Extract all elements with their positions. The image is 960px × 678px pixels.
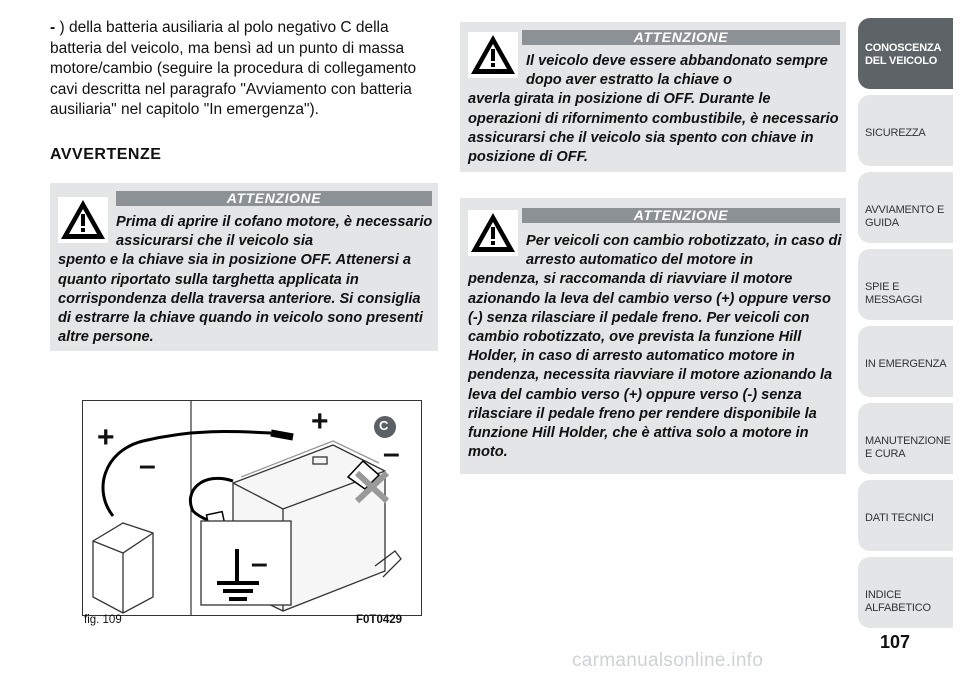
tab-indice-alfabetico[interactable] [858, 557, 953, 628]
negative-sign-left: – [139, 449, 156, 482]
negative-sign-right: – [383, 437, 400, 470]
watermark: carmanualsonline.info [572, 650, 764, 671]
tab-in-emergenza[interactable] [858, 326, 953, 397]
warning-text-lead: Il veicolo deve essere abbandonato sempre dopo aver estratto la chiave o [526, 53, 828, 89]
warning-text-lead: Per veicoli con cambio robotizzato, in caso di arresto automatico del motore in [526, 233, 842, 269]
tab-conoscenza-del-veicolo[interactable] [858, 18, 953, 89]
warning-text [468, 52, 842, 167]
intro-paragraph [50, 18, 442, 121]
tab-spie-e-messaggi[interactable] [858, 249, 953, 320]
terminal-c-label: C [379, 418, 389, 433]
tab-dati-tecnici[interactable] [858, 480, 953, 551]
warning-text-body: averla girata in posizione di OFF. Durante le operazioni di rifornimento combustibile, è necessario assicurarsi che il veicolo sia spento con chiave in posizione di OFF. [468, 91, 839, 166]
intro-dash: - [50, 19, 56, 36]
warning-box-hood [50, 183, 438, 351]
tab-label: SPIE E MESSAGGI [865, 281, 923, 306]
warning-text-lead: Prima di aprire il cofano motore, è necessario assicurarsi che il veicolo sia [116, 214, 433, 250]
tab-label: SICUREZZA [865, 127, 926, 139]
page-number: 107 [880, 632, 911, 652]
battery-jump-figure [82, 400, 422, 616]
tab-manutenzione-e-cura[interactable] [858, 403, 953, 474]
tab-avviamento-e-guida[interactable] [858, 172, 953, 243]
ground-minus-sign: – [251, 547, 268, 580]
battery-illustration [83, 401, 421, 615]
intro-text: ) della batteria ausiliaria al polo negativo C della batteria del veicolo, ma bensì ad un punto di massa motore/cambio (seguire la procedura di collegamento cavi descritta nel paragrafo "Avviamento con batteria ausiliaria" nel capitolo "In emergenza"). [50, 19, 417, 118]
tab-label: AVVIAMENTO E GUIDA [865, 204, 945, 229]
figure-caption: fig. 109 [84, 614, 122, 626]
positive-sign-right: + [311, 405, 329, 438]
warning-text-body: spento e la chiave sia in posizione OFF. Attenersi a quanto riportato sulla targhetta applicata in corrispondenza della traversa anteriore. Si consiglia di estrarre la chiave quando in veicolo sono presenti altre persone. [58, 252, 423, 346]
warning-box-key [460, 22, 846, 172]
tab-label: INDICE ALFABETICO [865, 589, 931, 614]
warning-title: ATTENZIONE [116, 191, 432, 206]
warning-text [468, 232, 842, 462]
warning-text-body: pendenza, si raccomanda di riavviare il motore azionando la leva del cambio verso (+) oppure verso (-) senza rilasciare il pedale freno. Per veicoli con cambio robotizzato, ove prevista la funzione Hill Holder, in caso di arresto automatico motore in pendenza, necessita riavviare il motore azionando la leva del cambio verso (+) oppure verso (-) senza rilasciare il pedale freno per rendere disponibile la funzione Hill Holder, che è attiva solo a motore in moto. [468, 271, 833, 461]
positive-sign-left: + [97, 421, 115, 454]
warning-box-robotized-gearbox [460, 198, 846, 474]
section-heading: AVVERTENZE [50, 146, 162, 163]
tab-label: IN EMERGENZA [865, 358, 947, 370]
warning-title: ATTENZIONE [522, 208, 840, 223]
tab-label: CONOSCENZA DEL VEICOLO [865, 42, 941, 67]
tab-sicurezza[interactable] [858, 95, 953, 166]
figure-code: F0T0429 [356, 614, 403, 626]
tab-label: DATI TECNICI [865, 512, 934, 524]
warning-text [58, 213, 434, 347]
tab-label: MANUTENZIONE E CURA [865, 435, 951, 460]
warning-title: ATTENZIONE [522, 30, 840, 45]
